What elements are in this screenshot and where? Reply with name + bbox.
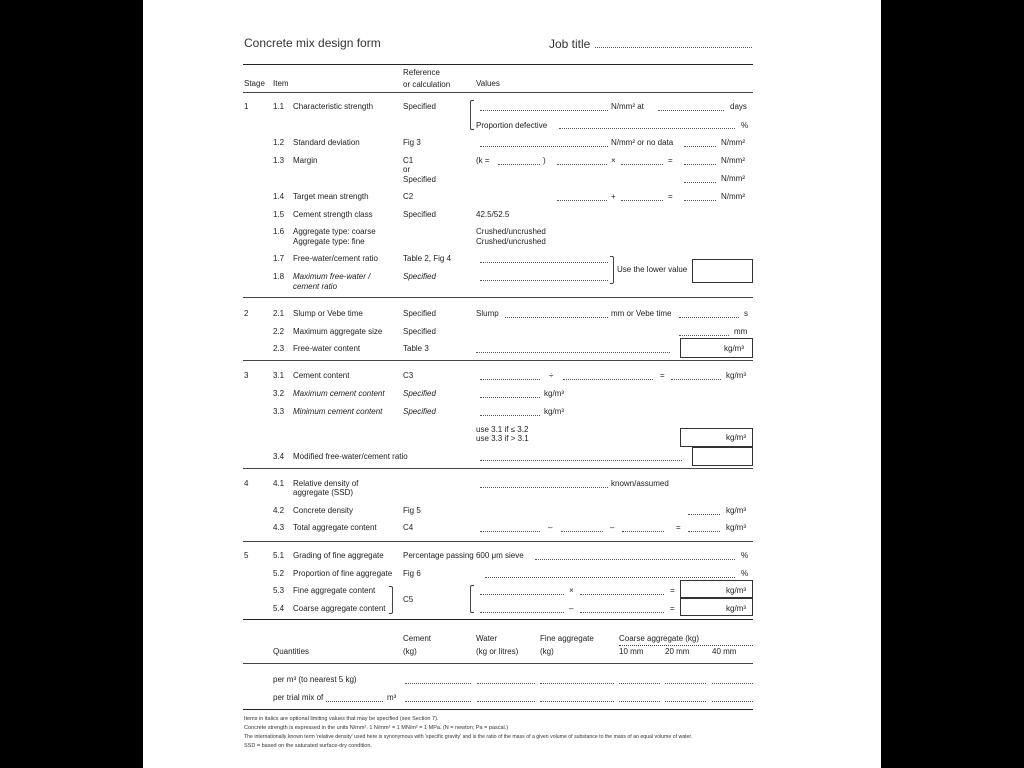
total-agg-field-1[interactable] <box>480 531 540 532</box>
stage-number: 5 <box>244 551 249 560</box>
item-label: Standard deviation <box>293 138 360 147</box>
footnote: Concrete strength is expressed in the units N/mm². 1 N/mm² = 1 MN/m² = 1 MPa. (N = newton; Pa = pascal.) <box>244 725 509 731</box>
cement-field-1[interactable] <box>480 379 540 380</box>
brace <box>610 256 614 284</box>
qty-cement-m3[interactable] <box>405 683 471 684</box>
col-stage: Stage <box>244 79 265 88</box>
item-ref: Fig 6 <box>403 569 421 578</box>
operator: – <box>610 523 615 532</box>
coarse-agg-field-1[interactable] <box>480 612 564 613</box>
item-number: 4.1 <box>273 479 285 488</box>
col-reference: Reference or calculation <box>403 68 451 89</box>
paren: ) <box>543 156 546 165</box>
col-fine: Fine aggregate <box>540 634 594 643</box>
item-ref: Specified <box>403 407 436 416</box>
unit: kg/m³ <box>724 344 744 353</box>
item-label: Characteristic strength <box>293 102 374 111</box>
item-number: 1.8 <box>273 272 285 281</box>
item-number: 4.2 <box>273 506 285 515</box>
item-label: Cement strength class <box>293 210 373 219</box>
strength-field[interactable] <box>480 110 608 111</box>
unit: N/mm² <box>721 174 745 183</box>
modified-wc-field[interactable] <box>480 460 682 461</box>
total-agg-field-3[interactable] <box>622 531 664 532</box>
unit: % <box>741 569 749 578</box>
divider <box>243 297 753 298</box>
qty-fine-trial[interactable] <box>540 701 614 702</box>
unit: % <box>741 551 749 560</box>
stage-number: 3 <box>244 371 249 380</box>
qty-fine-m3[interactable] <box>540 683 614 684</box>
item-number: 3.1 <box>273 371 285 380</box>
col-20mm: 20 mm <box>665 647 690 656</box>
item-label: Coarse aggregate content <box>293 604 386 613</box>
lower-value-note: Use the lower value <box>617 265 688 274</box>
item-ref: Specified <box>403 102 436 111</box>
item-label: Margin <box>293 156 318 165</box>
slump-label: Slump <box>476 309 499 318</box>
operator: × <box>569 586 574 595</box>
item-ref: Table 3 <box>403 344 429 353</box>
item-ref: C2 <box>403 192 414 201</box>
days-field[interactable] <box>658 110 724 111</box>
item-number: 1.7 <box>273 254 285 263</box>
item-number: 1.4 <box>273 192 285 201</box>
rel-density-field[interactable] <box>480 487 608 488</box>
aggregate-fine-value: Crushed/uncrushed <box>476 237 546 246</box>
item-label: Maximum free-water / <box>293 272 371 281</box>
col-fine-unit: (kg) <box>540 647 554 656</box>
unit: kg/m³ <box>726 433 746 442</box>
divider <box>243 709 753 710</box>
operator: = <box>670 586 675 595</box>
brace <box>389 586 393 614</box>
item-ref: Specified <box>403 389 436 398</box>
item-number: 5.2 <box>273 569 285 578</box>
item-number: 3.3 <box>273 407 285 416</box>
item-label: Modified free-water/cement ratio <box>293 452 408 461</box>
item-number: 1.2 <box>273 138 285 147</box>
item-number: 2.1 <box>273 309 285 318</box>
item-ref: C4 <box>403 523 414 532</box>
operator: = <box>670 604 675 613</box>
std-dev-field-2[interactable] <box>684 146 716 147</box>
margin-field-2[interactable] <box>621 164 663 165</box>
item-number: 2.3 <box>273 344 285 353</box>
margin-specified[interactable] <box>684 182 716 183</box>
unit: mm <box>734 327 748 336</box>
stage-number: 2 <box>244 309 249 318</box>
tms-field-1[interactable] <box>557 200 607 201</box>
item-label: Fine aggregate content <box>293 586 376 595</box>
item-label: Maximum aggregate size <box>293 327 383 336</box>
unit: kg/m³ <box>726 604 746 613</box>
item-number: 4.3 <box>273 523 285 532</box>
density-field[interactable] <box>688 514 720 515</box>
item-label: Free-water content <box>293 344 361 353</box>
item-label: cement ratio <box>293 282 338 291</box>
divider <box>619 645 753 646</box>
item-number: 5.4 <box>273 604 285 613</box>
qty-40-m3[interactable] <box>712 683 753 684</box>
item-label: Proportion of fine aggregate <box>293 569 393 578</box>
item-number: 3.4 <box>273 452 285 461</box>
rule-note: use 3.1 if ≤ 3.2 <box>476 425 529 434</box>
item-number: 1.6 <box>273 227 285 236</box>
cement-result[interactable] <box>671 379 721 380</box>
job-title-label: Job title <box>549 37 591 51</box>
qty-water-trial[interactable] <box>477 701 535 702</box>
operator: = <box>660 371 665 380</box>
aggregate-coarse-value: Crushed/uncrushed <box>476 227 546 236</box>
item-label: Total aggregate content <box>293 523 377 532</box>
wc-result-box[interactable] <box>692 259 753 283</box>
item-label: Minimum cement content <box>293 407 383 416</box>
slump-field[interactable] <box>505 317 608 318</box>
unit: N/mm² <box>721 192 745 201</box>
fine-agg-field-1[interactable] <box>480 594 564 595</box>
trial-mix-label: per trial mix of <box>273 693 324 702</box>
rule-note: use 3.3 if > 3.1 <box>476 434 529 443</box>
item-ref: or <box>403 165 411 174</box>
coarse-agg-field-2[interactable] <box>580 612 664 613</box>
vebe-field[interactable] <box>679 317 739 318</box>
item-number: 5.3 <box>273 586 285 595</box>
tms-result[interactable] <box>684 200 716 201</box>
operator: = <box>668 156 673 165</box>
unit: kg/m³ <box>726 506 746 515</box>
grading-field[interactable] <box>535 559 735 560</box>
item-ref: Specified <box>403 309 436 318</box>
max-cement-field[interactable] <box>480 397 540 398</box>
modified-wc-box[interactable] <box>692 447 753 466</box>
unit: kg/m³ <box>544 407 564 416</box>
max-agg-field[interactable] <box>679 335 729 336</box>
brace <box>470 100 474 130</box>
job-title-field[interactable] <box>595 47 752 48</box>
item-number: 5.1 <box>273 551 285 560</box>
col-water: Water <box>476 634 498 643</box>
operator: = <box>668 192 673 201</box>
total-agg-result[interactable] <box>688 531 720 532</box>
col-coarse: Coarse aggregate (kg) <box>619 634 700 643</box>
k-label: (k = <box>476 156 490 165</box>
fine-agg-field-2[interactable] <box>580 594 664 595</box>
wc-ratio-field[interactable] <box>480 262 608 263</box>
divider <box>243 360 753 361</box>
item-number: 3.2 <box>273 389 285 398</box>
brace <box>470 585 474 613</box>
divider <box>243 64 753 65</box>
col-item: Item <box>273 79 289 88</box>
stage-number: 4 <box>244 479 249 488</box>
qty-10-m3[interactable] <box>619 683 660 684</box>
proportion-field[interactable] <box>559 128 735 129</box>
item-ref: C5 <box>403 595 414 604</box>
qty-40-trial[interactable] <box>712 701 753 702</box>
divider <box>243 663 753 664</box>
qty-water-m3[interactable] <box>477 683 535 684</box>
item-ref: Percentage passing 600 μm sieve <box>403 551 524 560</box>
item-label: Aggregate type: coarse <box>293 227 376 236</box>
item-label: Target mean strength <box>293 192 369 201</box>
item-ref: Specified <box>403 327 436 336</box>
quantities-label: Quantities <box>273 647 310 656</box>
fine-proportion-field[interactable] <box>485 577 735 578</box>
divider <box>243 92 753 93</box>
form-title: Concrete mix design form <box>244 36 381 50</box>
item-ref: C1 <box>403 156 414 165</box>
item-ref: Fig 3 <box>403 138 421 147</box>
unit: kg/m³ <box>726 586 746 595</box>
qty-cement-trial[interactable] <box>405 701 471 702</box>
operator: = <box>676 523 681 532</box>
item-number: 1.5 <box>273 210 285 219</box>
footnote: SSD = based on the saturated surface-dry condition. <box>244 743 372 749</box>
item-label: Grading of fine aggregate <box>293 551 384 560</box>
k-field[interactable] <box>498 164 540 165</box>
item-label: Aggregate type: fine <box>293 237 365 246</box>
item-label: Cement content <box>293 371 350 380</box>
per-m3-label: per m³ (to nearest 5 kg) <box>273 675 357 684</box>
item-number: 1.1 <box>273 102 285 111</box>
unit: kg/m³ <box>544 389 564 398</box>
cement-field-2[interactable] <box>563 379 653 380</box>
col-cement: Cement <box>403 634 432 643</box>
operator: – <box>548 523 553 532</box>
unit: N/mm² <box>721 156 745 165</box>
min-cement-field[interactable] <box>480 415 540 416</box>
tms-field-2[interactable] <box>621 200 663 201</box>
unit: days <box>730 102 747 111</box>
unit: m³ <box>387 693 397 702</box>
unit: s <box>744 309 748 318</box>
operator: ÷ <box>549 371 554 380</box>
item-label: Maximum cement content <box>293 389 385 398</box>
item-ref: C3 <box>403 371 414 380</box>
item-ref: Specified <box>403 272 436 281</box>
divider <box>243 541 753 542</box>
operator: – <box>569 604 574 613</box>
value-note: known/assumed <box>611 479 669 488</box>
unit: kg/m³ <box>726 523 746 532</box>
item-ref: Table 2, Fig 4 <box>403 254 452 263</box>
form-page <box>143 0 881 768</box>
cement-class-value: 42.5/52.5 <box>476 210 510 219</box>
item-number: 2.2 <box>273 327 285 336</box>
qty-20-trial[interactable] <box>665 701 706 702</box>
trial-mix-volume[interactable] <box>326 701 383 702</box>
total-agg-field-2[interactable] <box>561 531 603 532</box>
item-label: Relative density of <box>293 479 359 488</box>
item-ref: Specified <box>403 210 436 219</box>
col-40mm: 40 mm <box>712 647 737 656</box>
item-label: Slump or Vebe time <box>293 309 363 318</box>
margin-result[interactable] <box>684 164 716 165</box>
footnote: The internationally known term 'relative density' used here is synonymous with 'specific gravity' and is the ratio of the mass of a given volume of substance to the mass of an equal volume of water. <box>244 734 693 740</box>
operator: + <box>611 192 616 201</box>
qty-10-trial[interactable] <box>619 701 660 702</box>
item-ref: Specified <box>403 175 436 184</box>
unit: N/mm² at <box>611 102 644 111</box>
divider <box>243 468 753 469</box>
col-values: Values <box>476 79 500 88</box>
unit: mm or Vebe time <box>611 309 672 318</box>
free-water-field[interactable] <box>476 352 670 353</box>
unit: N/mm² or no data <box>611 138 674 147</box>
operator: × <box>611 156 616 165</box>
divider <box>243 619 753 620</box>
unit: kg/m³ <box>726 371 746 380</box>
unit: N/mm² <box>721 138 745 147</box>
qty-20-m3[interactable] <box>665 683 706 684</box>
item-label: Free-water/cement ratio <box>293 254 378 263</box>
proportion-label: Proportion defective <box>476 121 548 130</box>
max-wc-field[interactable] <box>480 280 608 281</box>
col-10mm: 10 mm <box>619 647 644 656</box>
col-water-unit: (kg or litres) <box>476 647 519 656</box>
item-ref: Fig 5 <box>403 506 421 515</box>
stage-number: 1 <box>244 102 249 111</box>
item-number: 1.3 <box>273 156 285 165</box>
std-dev-field[interactable] <box>480 146 608 147</box>
item-label: Concrete density <box>293 506 354 515</box>
item-label: aggregate (SSD) <box>293 488 354 497</box>
margin-field-1[interactable] <box>557 164 607 165</box>
col-cement-unit: (kg) <box>403 647 417 656</box>
unit: % <box>741 121 749 130</box>
footnote: Items in italics are optional limiting values that may be specified (see Section 7). <box>244 716 439 722</box>
